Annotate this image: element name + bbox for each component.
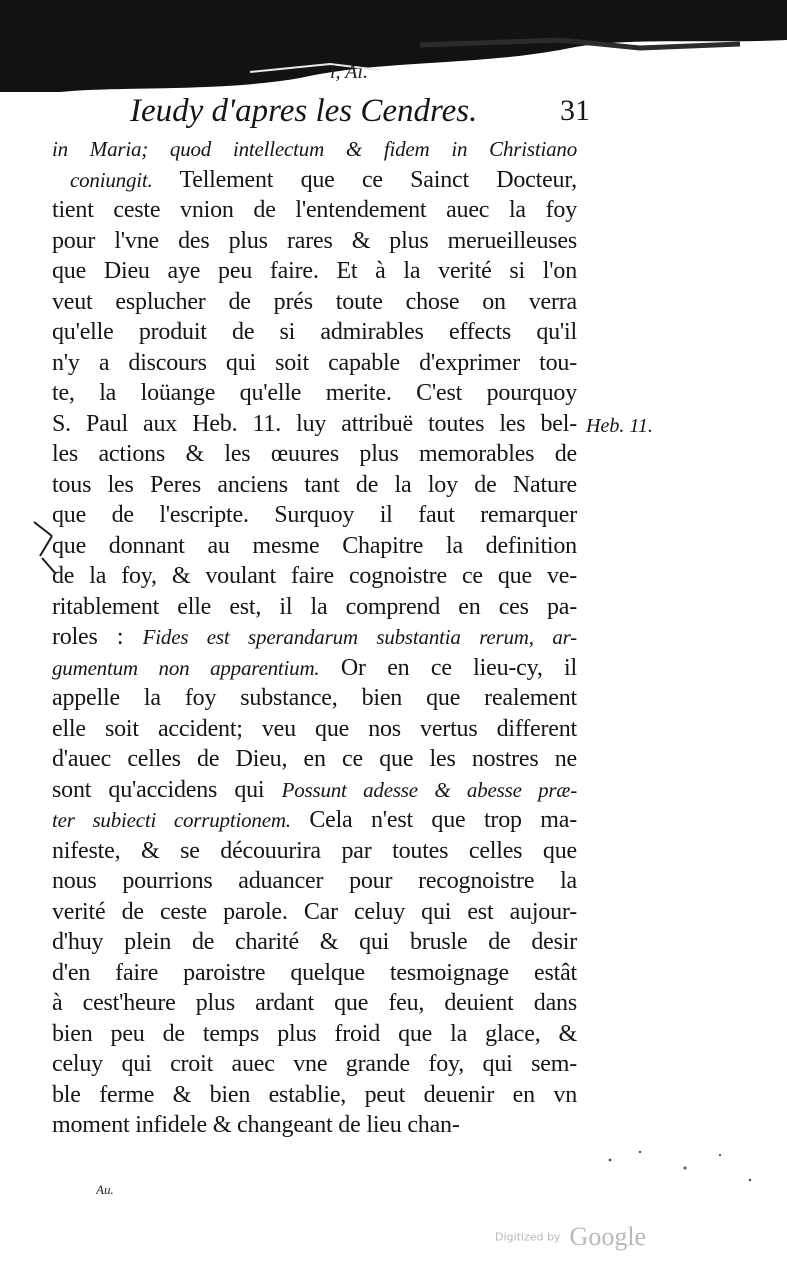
text-line — [52, 836, 577, 867]
roman-text: veut esplucher de prés toute chose on verra — [52, 288, 577, 315]
footer-scribble — [96, 1180, 126, 1198]
text-line — [52, 927, 577, 958]
margin-note: Heb. 11. — [586, 415, 653, 437]
roman-text: moment infidele & changeant de lieu chan- — [52, 1112, 460, 1138]
text-line — [52, 317, 577, 348]
text-line — [52, 256, 577, 287]
italic-text: in Maria; quod intellectum & fidem in Christiano — [52, 137, 577, 161]
text-line — [52, 744, 577, 775]
text-line — [52, 439, 577, 470]
text-line — [52, 958, 577, 989]
page-number: 31 — [560, 94, 590, 127]
text-line — [52, 1049, 577, 1080]
text-line — [52, 378, 577, 409]
text-line — [52, 287, 577, 318]
roman-text: à cest'heure plus ardant que feu, deuient dans — [52, 990, 577, 1016]
italic-text: gumentum non apparentium. — [52, 655, 320, 680]
text-line — [52, 1110, 577, 1141]
text-line — [52, 348, 577, 379]
page-header — [130, 88, 590, 134]
text-line — [52, 866, 577, 897]
roman-text: verité de ceste parole. Car celuy qui est aujour- — [52, 898, 577, 925]
roman-text: de la foy, & voulant faire cognoistre ce que ve- — [52, 563, 577, 589]
text-line — [52, 897, 577, 928]
text-line — [52, 531, 577, 562]
italic-text: Possunt adesse & abesse præ- — [281, 777, 578, 802]
roman-text: que Dieu aye peu faire. Et à la verité si l'on — [52, 258, 577, 284]
roman-text: elle soit accident; veu que nos vertus different — [52, 715, 577, 742]
roman-text: ble ferme & bien establie, peut deuenir en vn — [52, 1081, 577, 1108]
text-line — [52, 683, 577, 714]
text-line — [52, 592, 577, 623]
roman-text: celuy qui croit auec vne grande foy, qui sem- — [52, 1051, 577, 1077]
text-line — [52, 653, 577, 684]
roman-text: tous les Peres anciens tant de la loy de Nature — [52, 471, 577, 498]
text-line — [52, 714, 577, 745]
text-line — [52, 226, 577, 257]
roman-text: nous pourrions aduancer pour recognoistre la — [52, 868, 577, 894]
footer-scribble-text: Au. — [96, 1182, 114, 1197]
body-text — [52, 134, 577, 1141]
roman-text: que de l'escripte. Surquoy il faut remarquer — [52, 502, 577, 528]
roman-text: Or en ce lieu-cy, il — [319, 654, 577, 681]
roman-text: sont qu'accidens qui — [52, 776, 282, 803]
watermark-brand: Google — [569, 1222, 647, 1251]
roman-text: qu'elle produit de si admirables effects qu'il — [52, 319, 577, 345]
text-line — [52, 805, 577, 836]
roman-text: ritablement elle est, il la comprend en ces pa- — [52, 593, 577, 620]
roman-text: S. Paul aux Heb. 11. luy attribuë toutes les bel- — [52, 410, 577, 437]
text-line — [52, 561, 577, 592]
italic-text: ter subiecti corruptionem. — [52, 808, 291, 832]
text-line — [52, 134, 577, 165]
roman-text: bien peu de temps plus froid que la glace, & — [52, 1020, 577, 1047]
text-line — [52, 622, 577, 653]
watermark-prefix: Digitized by — [495, 1230, 561, 1244]
roman-text: roles : — [52, 624, 143, 650]
scan-specks — [600, 1140, 770, 1200]
text-line — [52, 1080, 577, 1111]
google-watermark — [495, 1222, 646, 1252]
roman-text: n'y a discours qui soit capable d'exprimer tou- — [52, 349, 577, 376]
roman-text: te, la loüange qu'elle merite. C'est pourquoy — [52, 380, 577, 406]
text-line — [52, 1019, 577, 1050]
scan-top-smear — [0, 0, 787, 92]
roman-text: appelle la foy substance, bien que realement — [52, 685, 577, 711]
text-line — [52, 775, 577, 806]
roman-text: d'en faire paroistre quelque tesmoignage estât — [52, 959, 577, 986]
roman-text: Tellement que ce Sainct Docteur, — [152, 166, 577, 193]
italic-text: Fides est sperandarum substantia rerum, ar- — [142, 625, 577, 649]
top-scrawl-text: i, Ai. — [330, 61, 368, 83]
roman-text: les actions & les œuures plus memorables de — [52, 441, 577, 467]
text-line — [52, 988, 577, 1019]
roman-text: d'auec celles de Dieu, en ce que les nostres ne — [52, 746, 577, 772]
roman-text: pour l'vne des plus rares & plus merueilleuses — [52, 227, 577, 254]
italic-text: coniungit. — [70, 167, 153, 192]
ink-tick-mark — [30, 512, 66, 582]
roman-text: Cela n'est que trop ma- — [290, 807, 577, 833]
text-line — [52, 470, 577, 501]
roman-text: tient ceste vnion de l'entendement auec la foy — [52, 197, 577, 223]
text-line — [52, 409, 577, 440]
text-line — [52, 165, 577, 196]
running-head: Ieudy d'apres les Cendres. — [130, 93, 478, 129]
roman-text: nifeste, & se découurira par toutes celles que — [52, 837, 577, 864]
roman-text: d'huy plein de charité & qui brusle de desir — [52, 929, 577, 955]
text-line — [52, 500, 577, 531]
roman-text: que donnant au mesme Chapitre la definition — [52, 532, 577, 559]
text-line — [52, 195, 577, 226]
